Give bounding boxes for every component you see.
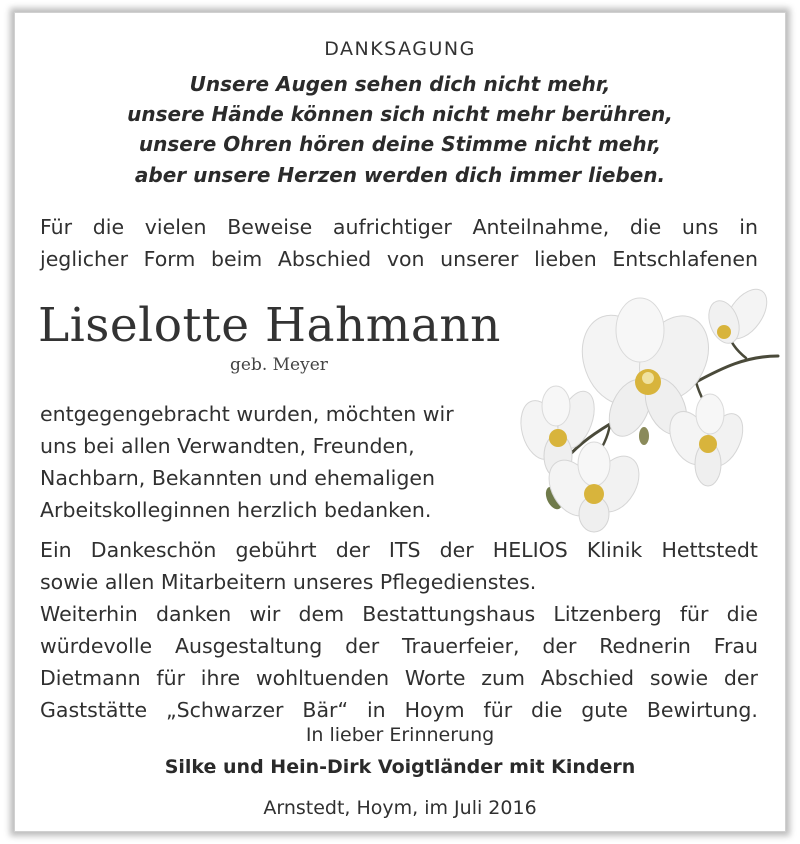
word: Anteilnahme, bbox=[472, 215, 610, 239]
word: Klinik bbox=[586, 538, 643, 562]
word: der bbox=[335, 538, 370, 562]
word: „Schwarzer bbox=[166, 698, 284, 722]
word: Gaststätte bbox=[40, 698, 148, 722]
word: für bbox=[679, 602, 709, 626]
word: in bbox=[366, 698, 386, 722]
paragraph2-line-1 bbox=[40, 538, 758, 562]
paragraph3-line-3 bbox=[40, 666, 758, 690]
word: Rednerin bbox=[599, 634, 691, 658]
word: Bär“ bbox=[302, 698, 349, 722]
word: die bbox=[531, 698, 563, 722]
word: von bbox=[386, 247, 425, 271]
word: die bbox=[629, 215, 662, 239]
signature: Silke und Hein-Dirk Voigtländer mit Kindern bbox=[164, 756, 636, 778]
paragraph3-line-1 bbox=[40, 602, 758, 626]
word: Trauerfeier, bbox=[401, 634, 520, 658]
word: Weiterhin bbox=[40, 602, 138, 626]
word: Ein bbox=[40, 538, 72, 562]
word: die bbox=[726, 602, 758, 626]
word: ITS bbox=[388, 538, 421, 562]
poem-line: unsere Ohren hören deine Stimme nicht mehr, bbox=[138, 132, 662, 156]
poem-line: unsere Hände können sich nicht mehr berühren, bbox=[127, 102, 673, 126]
place-date: Arnstedt, Hoym, im Juli 2016 bbox=[263, 797, 537, 819]
word: Für bbox=[40, 215, 73, 239]
word: unserer bbox=[440, 247, 519, 271]
thanks-line: Nachbarn, Bekannten und ehemaligen bbox=[40, 466, 435, 490]
word: Hoym bbox=[404, 698, 465, 722]
word: Entschlafenen bbox=[612, 247, 758, 271]
word: Ausgestaltung bbox=[174, 634, 323, 658]
maiden-name: geb. Meyer bbox=[230, 355, 328, 375]
intro-line-2 bbox=[40, 247, 758, 271]
word: wohltuenden bbox=[255, 666, 390, 690]
word: lieben bbox=[534, 247, 597, 271]
word: gebührt bbox=[235, 538, 317, 562]
word: für bbox=[156, 666, 186, 690]
word: Worte bbox=[404, 666, 466, 690]
word: sowie bbox=[649, 666, 709, 690]
word: der bbox=[439, 538, 474, 562]
intro-line-1 bbox=[40, 215, 758, 239]
word: aufrichtiger bbox=[332, 215, 452, 239]
poem-line: aber unsere Herzen werden dich immer lieben. bbox=[134, 163, 666, 187]
word: Bestattungshaus bbox=[362, 602, 536, 626]
orchid-image bbox=[510, 288, 780, 534]
thanks-line: uns bei allen Verwandten, Freunden, bbox=[40, 434, 415, 458]
word: vielen bbox=[144, 215, 207, 239]
word: wir bbox=[249, 602, 281, 626]
word: Hettstedt bbox=[661, 538, 758, 562]
word: jeglicher bbox=[40, 247, 129, 271]
word: Dietmann bbox=[40, 666, 141, 690]
deceased-name: Liselotte Hahmann bbox=[38, 298, 501, 353]
word: die bbox=[92, 215, 125, 239]
word: beim bbox=[210, 247, 263, 271]
word: Abschied bbox=[277, 247, 372, 271]
word: dem bbox=[298, 602, 345, 626]
obituary-card bbox=[14, 12, 786, 832]
word: in bbox=[739, 215, 758, 239]
paragraph2-line-2: sowie allen Mitarbeitern unseres Pflegedienstes. bbox=[40, 570, 537, 594]
word: Dankeschön bbox=[90, 538, 217, 562]
poem-line: Unsere Augen sehen dich nicht mehr, bbox=[189, 72, 611, 96]
word: der bbox=[345, 634, 380, 658]
orchid-flower-top bbox=[703, 288, 775, 347]
thanks-line: Arbeitskolleginnen herzlich bedanken. bbox=[40, 498, 432, 522]
word: würdevolle bbox=[40, 634, 153, 658]
word: Bewirtung. bbox=[646, 698, 758, 722]
word: danken bbox=[155, 602, 232, 626]
heading: DANKSAGUNG bbox=[324, 38, 476, 60]
word: der bbox=[542, 634, 577, 658]
paragraph3-line-4 bbox=[40, 698, 758, 722]
paragraph3-line-2 bbox=[40, 634, 758, 658]
word: HELIOS bbox=[492, 538, 568, 562]
memory-line: In lieber Erinnerung bbox=[305, 724, 495, 746]
word: Form bbox=[143, 247, 196, 271]
word: Abschied bbox=[540, 666, 635, 690]
word: ihre bbox=[200, 666, 241, 690]
word: der bbox=[723, 666, 758, 690]
word: für bbox=[483, 698, 513, 722]
word: Litzenberg bbox=[553, 602, 662, 626]
word: gute bbox=[581, 698, 628, 722]
thanks-line: entgegengebracht wurden, möchten wir bbox=[40, 402, 454, 426]
word: Frau bbox=[713, 634, 758, 658]
word: Beweise bbox=[227, 215, 313, 239]
word: zum bbox=[481, 666, 526, 690]
word: uns bbox=[681, 215, 719, 239]
